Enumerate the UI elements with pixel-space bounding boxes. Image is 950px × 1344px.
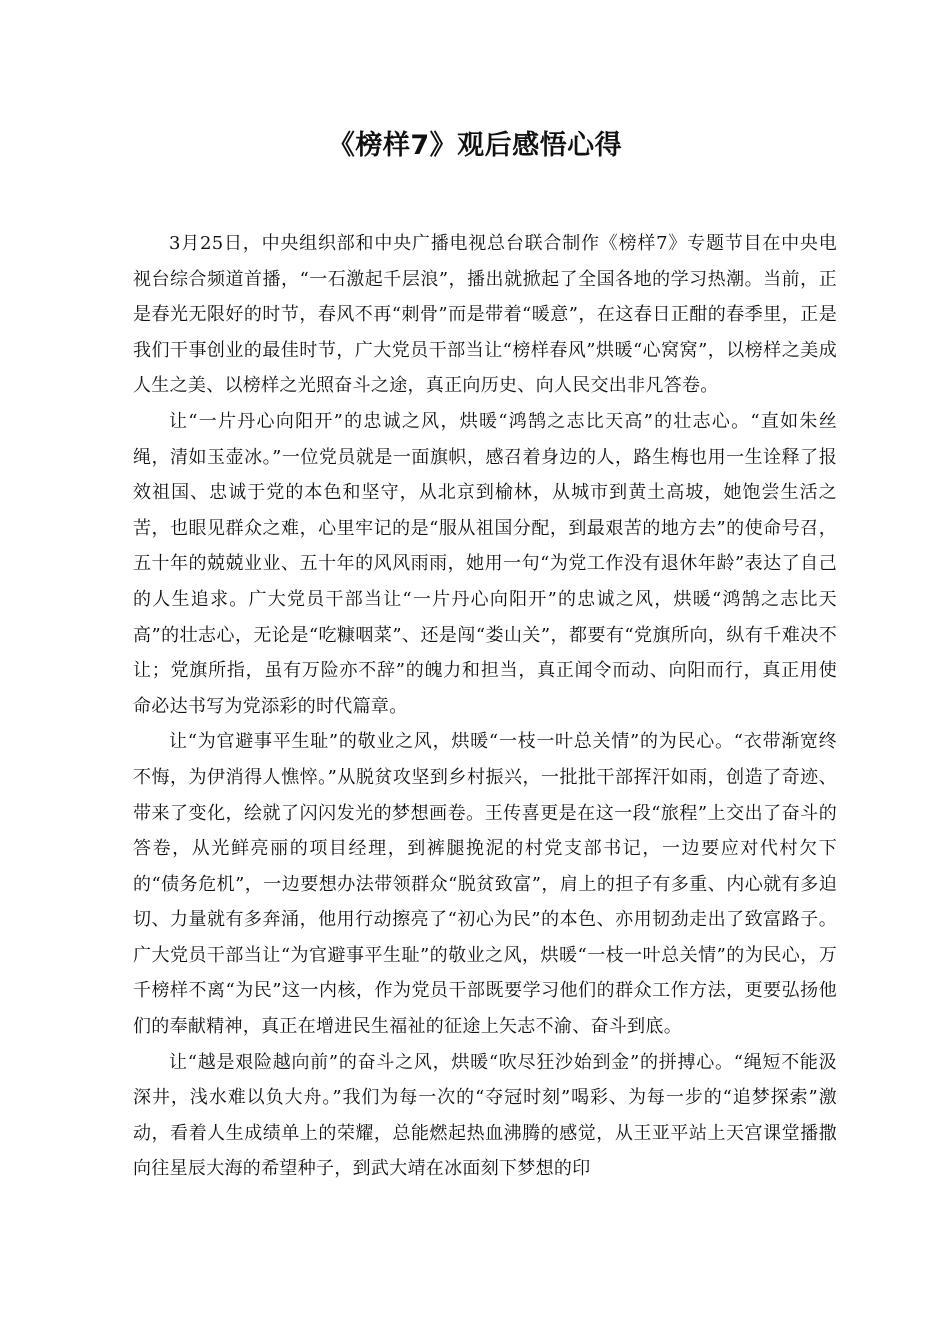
paragraph-3: 让“为官避事平生耻”的敬业之风，烘暖“一枝一叶总关情”的为民心。“衣带渐宽终不悔，为伊消得人憔悴。”从脱贫攻坚到乡村振兴，一批批干部挥汗如雨，创造了奇迹、带来了变化，绘就了闪闪发光的梦想画卷。王传喜更是在这一段“旅程”上交出了奋斗的答卷，从光鲜亮丽的项目经理，到裤腿挽泥的村党支部书记，一边要应对代村欠下的“债务危机”，一边要想办法带领群众“脱贫致富”，肩上的担子有多重、内心就有多迫切、力量就有多奔涌，他用行动擦亮了“初心为民”的本色、亦用韧劲走出了致富路子。广大党员干部当让“为官避事平生耻”的敬业之风，烘暖“一枝一叶总关情”的为民心，万千榜样不离“为民”这一内核，作为党员干部既要学习他们的群众工作方法，更要弘扬他们的奉献精神，真正在增进民生福祉的征途上矢志不渝、奋斗到底。 — [133, 731, 837, 1038]
paragraph-1: 3月25日，中央组织部和中央广播电视总台联合制作《榜样7》专题节目在中央电视台综合频道首播，“一石激起千层浪”，播出就掀起了全国各地的学习热潮。当前，正是春光无限好的时节，春风不再“刺骨”而是带着“暖意”，在这春日正酣的春季里，正是我们干事创业的最佳时节，广大党员干部当让“榜样春风”烘暖“心窝窝”，以榜样之美成人生之美、以榜样之光照奋斗之途，真正向历史、向人民交出非凡答卷。 — [133, 233, 837, 397]
document-body — [133, 226, 837, 1187]
paragraph-4: 让“越是艰险越向前”的奋斗之风，烘暖“吹尽狂沙始到金”的拼搏心。“绳短不能汲深井，浅水难以负大舟。”我们为每一次的“夺冠时刻”喝彩、为每一步的“追梦探索”激动，看着人生成绩单上的荣耀，总能燃起热血沸腾的感觉，从王亚平站上天宫课堂播撒向往星辰大海的希望种子，到武大靖在冰面刻下梦想的印 — [133, 1051, 837, 1180]
document-title: 《榜样7》观后感悟心得 — [327, 130, 623, 161]
paragraph-2: 让“一片丹心向阳开”的忠诚之风，烘暖“鸿鹄之志比天高”的壮志心。“直如朱丝绳，清如玉壶冰。”一位党员就是一面旗帜，感召着身边的人，路生梅也用一生诠释了报效祖国、忠诚于党的本色和坚守，从北京到榆林，从城市到黄土高坡，她饱尝生活之苦，也眼见群众之难，心里牢记的是“服从祖国分配，到最艰苦的地方去”的使命号召，五十年的兢兢业业、五十年的风风雨雨，她用一句“为党工作没有退休年龄”表达了自己的人生追求。广大党员干部当让“一片丹心向阳开”的忠诚之风，烘暖“鸿鹄之志比天高”的壮志心，无论是“吃糠咽菜”、还是闯“娄山关”，都要有“党旗所向，纵有千难决不让；党旗所指，虽有万险亦不辞”的魄力和担当，真正闻令而动、向阳而行，真正用使命必达书写为党添彩的时代篇章。 — [133, 410, 837, 717]
